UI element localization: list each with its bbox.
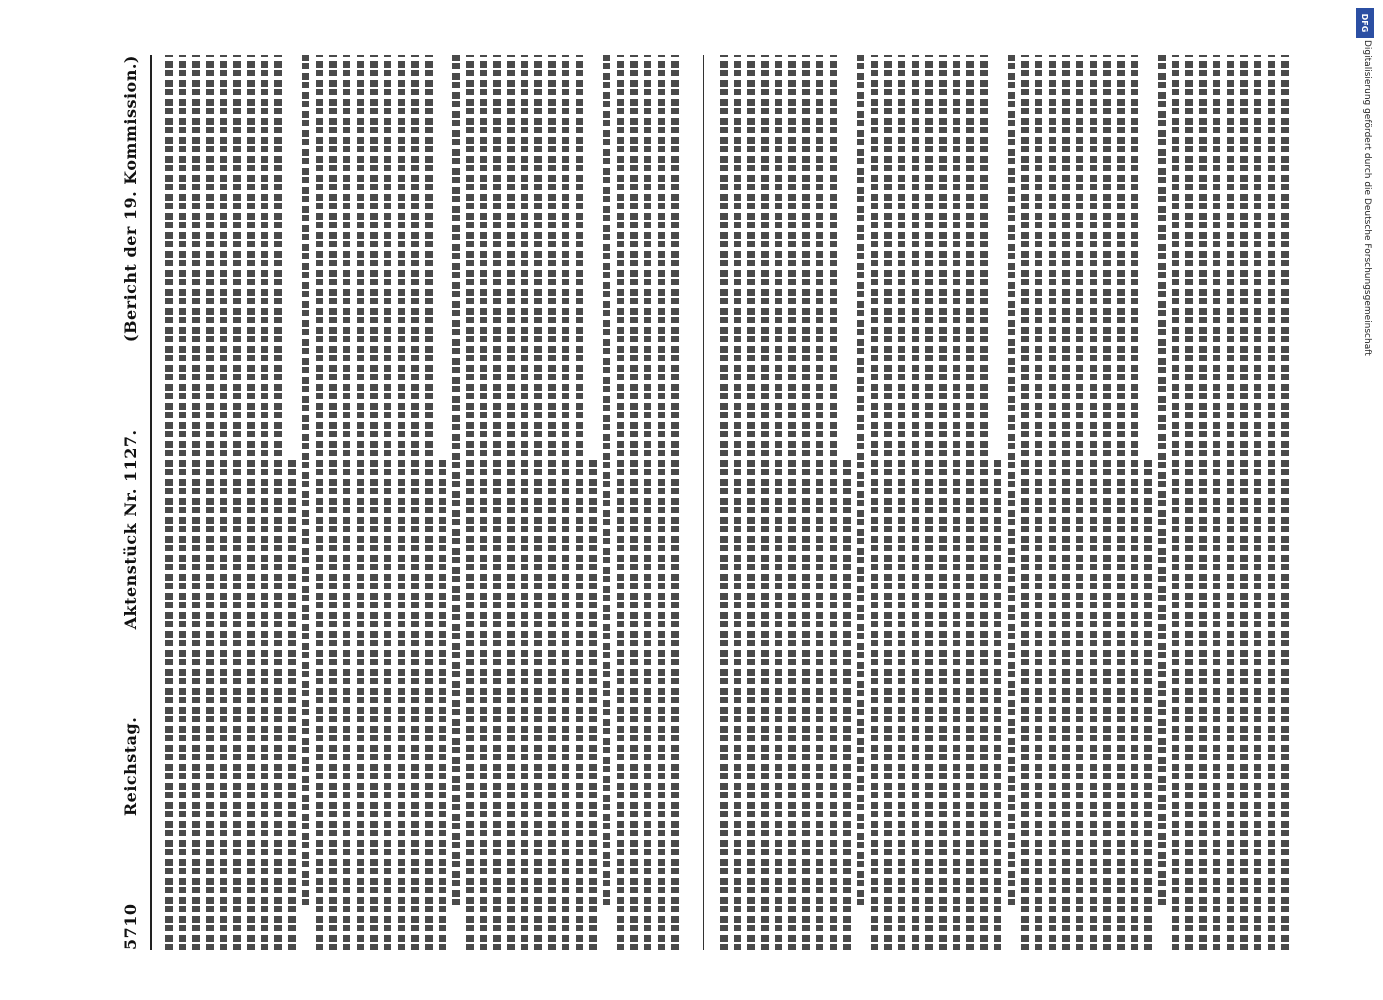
text-line xyxy=(1213,55,1221,950)
text-line xyxy=(939,55,947,950)
text-line xyxy=(233,55,241,950)
header-right-title: (Bericht der 19. Kommission.) xyxy=(120,55,140,343)
text-line xyxy=(1199,55,1207,950)
text-line xyxy=(288,458,296,950)
text-line xyxy=(994,458,1002,950)
text-line xyxy=(747,55,755,950)
text-line xyxy=(1254,55,1262,950)
text-line xyxy=(480,55,488,950)
text-line xyxy=(1240,55,1248,950)
text-line xyxy=(1021,55,1029,950)
text-line xyxy=(843,458,851,950)
text-line xyxy=(966,55,974,950)
text-line xyxy=(617,55,625,950)
header-bar xyxy=(115,55,145,950)
text-line xyxy=(603,55,611,905)
text-line xyxy=(192,55,200,950)
text-line xyxy=(274,55,282,950)
text-line xyxy=(871,55,879,950)
text-line xyxy=(775,55,783,950)
text-line xyxy=(630,55,638,950)
text-line xyxy=(1008,55,1016,905)
text-line xyxy=(357,55,365,950)
side-note-text: Digitalisierung gefördert durch die Deutsche Forschungsgemeinschaft xyxy=(1362,40,1372,356)
text-line xyxy=(734,55,742,950)
text-line xyxy=(1117,55,1125,950)
text-line xyxy=(316,55,324,950)
text-line xyxy=(980,55,988,950)
text-line xyxy=(1158,55,1166,905)
text-line xyxy=(165,55,173,950)
text-line xyxy=(1144,458,1152,950)
text-line xyxy=(576,55,584,950)
text-line xyxy=(898,55,906,950)
text-line xyxy=(329,55,337,950)
text-line xyxy=(857,55,865,905)
text-line xyxy=(1103,55,1111,950)
text-line xyxy=(1076,55,1084,950)
text-line xyxy=(1185,55,1193,950)
text-line xyxy=(1227,55,1235,950)
text-line xyxy=(1090,55,1098,950)
dfg-logo xyxy=(1356,8,1374,38)
text-line xyxy=(788,55,796,950)
text-line xyxy=(912,55,920,950)
text-line xyxy=(720,55,728,950)
text-line xyxy=(548,55,556,950)
text-line xyxy=(1268,55,1276,950)
text-line xyxy=(644,55,652,950)
text-line xyxy=(411,55,419,950)
text-line xyxy=(802,55,810,950)
text-line xyxy=(1049,55,1057,950)
text-line xyxy=(343,55,351,950)
text-column-1 xyxy=(165,55,685,950)
text-line xyxy=(466,55,474,950)
text-line xyxy=(398,55,406,950)
text-line xyxy=(1035,55,1043,950)
text-line xyxy=(1062,55,1070,950)
text-line xyxy=(884,55,892,950)
text-line xyxy=(1131,55,1139,950)
text-line xyxy=(206,55,214,950)
text-line xyxy=(671,55,679,950)
text-line xyxy=(925,55,933,950)
text-line xyxy=(534,55,542,950)
header-rule xyxy=(150,55,152,950)
text-line xyxy=(507,55,515,950)
header-left-title: Reichstag. xyxy=(120,716,140,817)
text-line xyxy=(816,55,824,950)
text-line xyxy=(452,55,460,905)
document-area xyxy=(55,55,1290,950)
text-line xyxy=(439,458,447,950)
page-number: 5710 xyxy=(120,903,140,950)
text-line xyxy=(589,458,597,950)
text-line xyxy=(658,55,666,950)
text-line xyxy=(370,55,378,950)
text-line xyxy=(179,55,187,950)
digitization-note xyxy=(1358,40,1372,780)
dfg-logo-text: DFG xyxy=(1360,13,1370,33)
text-line xyxy=(521,55,529,950)
text-line xyxy=(493,55,501,950)
text-line xyxy=(761,55,769,950)
text-line xyxy=(261,55,269,950)
text-line xyxy=(1281,55,1289,950)
text-line xyxy=(830,55,838,950)
text-line xyxy=(953,55,961,950)
text-line xyxy=(220,55,228,950)
header-center-title: Aktenstück Nr. 1127. xyxy=(120,429,140,630)
text-line xyxy=(1172,55,1180,950)
text-column-2 xyxy=(720,55,1295,950)
text-line xyxy=(562,55,570,950)
text-line xyxy=(384,55,392,950)
text-line xyxy=(247,55,255,950)
text-line xyxy=(425,55,433,950)
text-line xyxy=(302,55,310,905)
column-separator xyxy=(703,55,704,950)
